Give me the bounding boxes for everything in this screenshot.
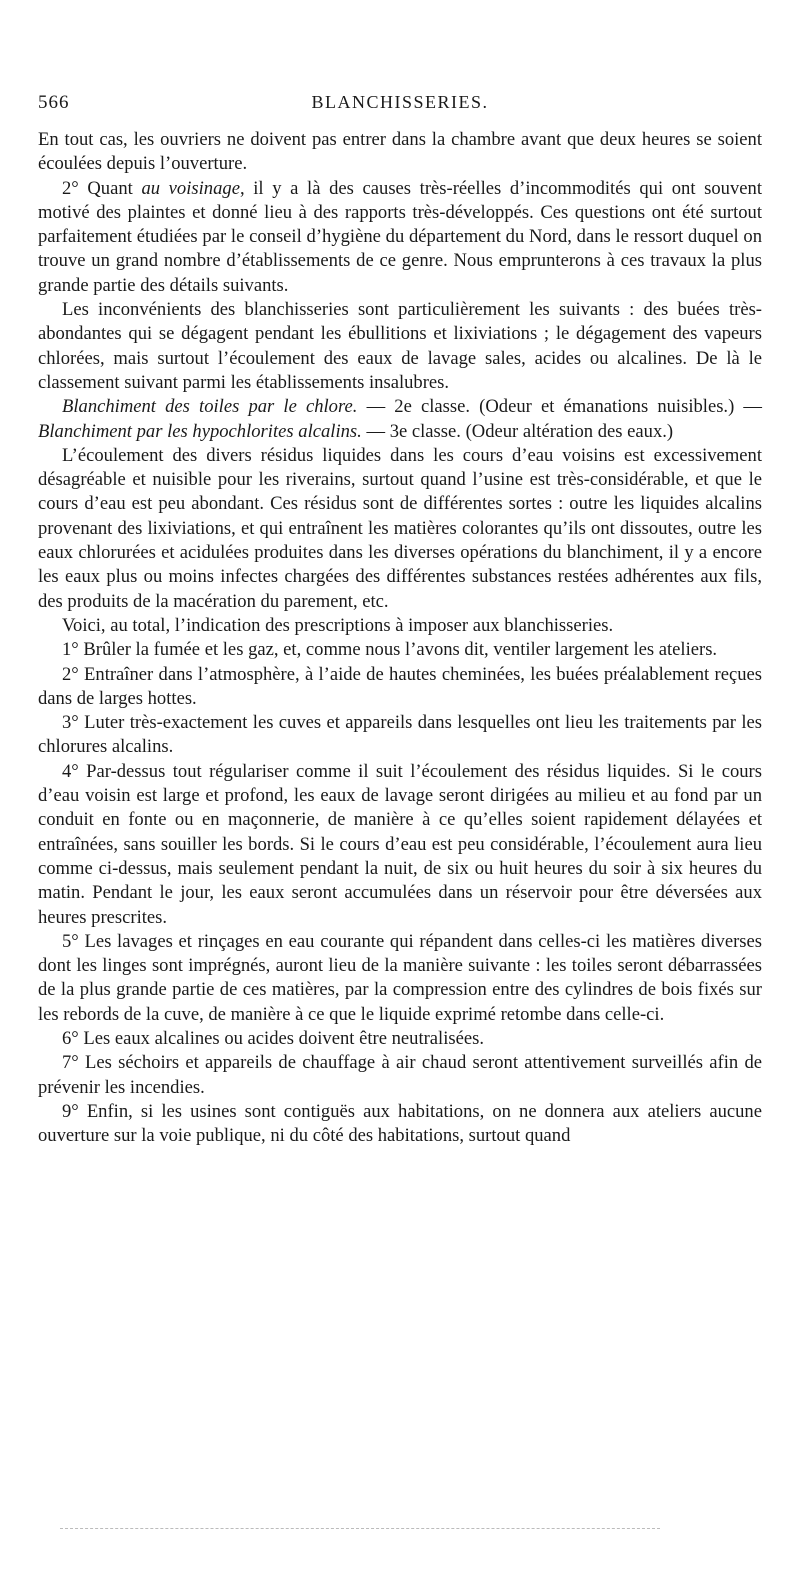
paragraph-p7 <box>38 638 762 662</box>
text-segment: En tout cas, les ouvriers ne doivent pas entrer dans la chambre avant que deux heures se soient écoulées depuis l’ouverture. <box>38 129 762 175</box>
text-segment: — 2e classe. (Odeur et émanations nuisibles.) — <box>357 396 763 418</box>
text-segment: 4° Par-dessus tout régulariser comme il suit l’écoulement des résidus liquides. Si le cours d’eau voisin est large et profond, les eaux de lavage seront dirigées au milieu et au fond par un conduit en fonte ou en maçonnerie, de manière à ce qu’elles soient rapidement délayées et entraînées, sans souiller les bords. Si le cours d’eau est peu considérable, l’écoulement aura lieu comme ci-dessus, mais seulement pendant la nuit, de six ou huit heures du soir à six heures du matin. Pendant le jour, les eaux seront accumulées dans un réservoir pour être déversées aux heures prescrites. <box>38 760 762 928</box>
text-segment: Voici, au total, l’indication des prescriptions à imposer aux blanchisseries. <box>62 614 614 636</box>
paragraph-p9 <box>38 711 762 760</box>
text-segment: Blanchiment par les hypochlorites alcalins. <box>38 420 362 442</box>
text-segment: Blanchiment des toiles par le chlore. <box>62 396 358 418</box>
paragraph-p14 <box>38 1100 762 1149</box>
paragraph-p5 <box>38 444 762 614</box>
paragraph-p1 <box>38 128 762 177</box>
text-segment: 6° Les eaux alcalines ou acides doivent être neutralisées. <box>62 1027 485 1049</box>
page-header <box>38 92 762 122</box>
text-segment: L’écoulement des divers résidus liquides dans les cours d’eau voisins est excessivement désagréable et nuisible pour les riverains, surtout quand l’usine est très-considérable, et que le cours d’eau est peu abondant. Ces résidus sont de différentes sortes : outre les liquides alcalins provenant des lixiviations, et qui entraînent les matières colorantes qu’ils ont dissoutes, outre les eaux chlorurées et acidulées produites dans les diverses opérations du blanchiment, il y a encore les eaux plus ou moins infectes chargées des différentes substances restées adhérentes aux fils, des produits de la macération du parement, etc. <box>38 444 762 612</box>
text-segment: 7° Les séchoirs et appareils de chauffage à air chaud seront attentivement surveillés afin de prévenir les incendies. <box>38 1052 762 1098</box>
text-segment: 1° Brûler la fumée et les gaz, et, comme nous l’avons dit, ventiler largement les ateliers. <box>62 639 718 661</box>
text-segment: 9° Enfin, si les usines sont contiguës aux habitations, on ne donnera aux ateliers aucune ouverture sur la voie publique, ni du côté des habitations, surtout quand <box>38 1100 762 1147</box>
body-text <box>38 128 762 1148</box>
paragraph-p2 <box>38 177 762 298</box>
paragraph-p11 <box>38 930 762 1027</box>
text-segment: , il y a là des causes très-réelles d’incommodités qui ont souvent motivé des plaintes et donné lieu à des rapports très-développés. Ces questions ont été surtout parfaitement étudiées par le conseil d’hygiène du département du Nord, dans le ressort duquel on trouve un grand nombre d’établissements de ce genre. Nous emprunterons à ces travaux la plus grande partie des détails suivants. <box>38 177 762 296</box>
text-segment: 5° Les lavages et rinçages en eau courante qui répandent dans celles-ci les matières diverses dont les linges sont imprégnés, auront lieu de la manière suivante : les toiles seront débarrassées de la plus grande partie de ces matières, par la compression entre des cylindres de bois fixés sur les rebords de la cuve, de manière à ce que le liquide exprimé retombe dans celle-ci. <box>38 930 762 1025</box>
page-number: 566 <box>38 92 70 113</box>
paragraph-p6 <box>38 614 762 638</box>
paragraph-p3 <box>38 298 762 395</box>
text-segment: au voisinage <box>141 177 240 199</box>
text-segment: 3° Luter très-exactement les cuves et appareils dans lesquelles ont lieu les traitements par les chlorures alcalins. <box>38 712 762 758</box>
paragraph-p4 <box>38 395 762 444</box>
paragraph-p8 <box>38 663 762 712</box>
running-title: BLANCHISSERIES. <box>311 92 489 112</box>
paragraph-p10 <box>38 760 762 930</box>
paragraph-p12 <box>38 1027 762 1051</box>
paragraph-p13 <box>38 1051 762 1100</box>
text-segment: — 3e classe. (Odeur altération des eaux.) <box>361 420 674 442</box>
text-segment: Les inconvénients des blanchisseries sont particulièrement les suivants : des buées très-abondantes qui se dégagent pendant les ébullitions et lixiviations ; le dégagement des vapeurs chlorées, mais surtout l’écoulement des eaux de lavage sales, acides ou alcalines. De là le classement suivant parmi les établissements insalubres. <box>38 299 762 393</box>
text-segment: 2° Quant <box>62 177 142 199</box>
footer-rule <box>60 1528 660 1529</box>
text-segment: 2° Entraîner dans l’atmosphère, à l’aide de hautes cheminées, les buées préalablement reçues dans de larges hottes. <box>38 663 762 709</box>
